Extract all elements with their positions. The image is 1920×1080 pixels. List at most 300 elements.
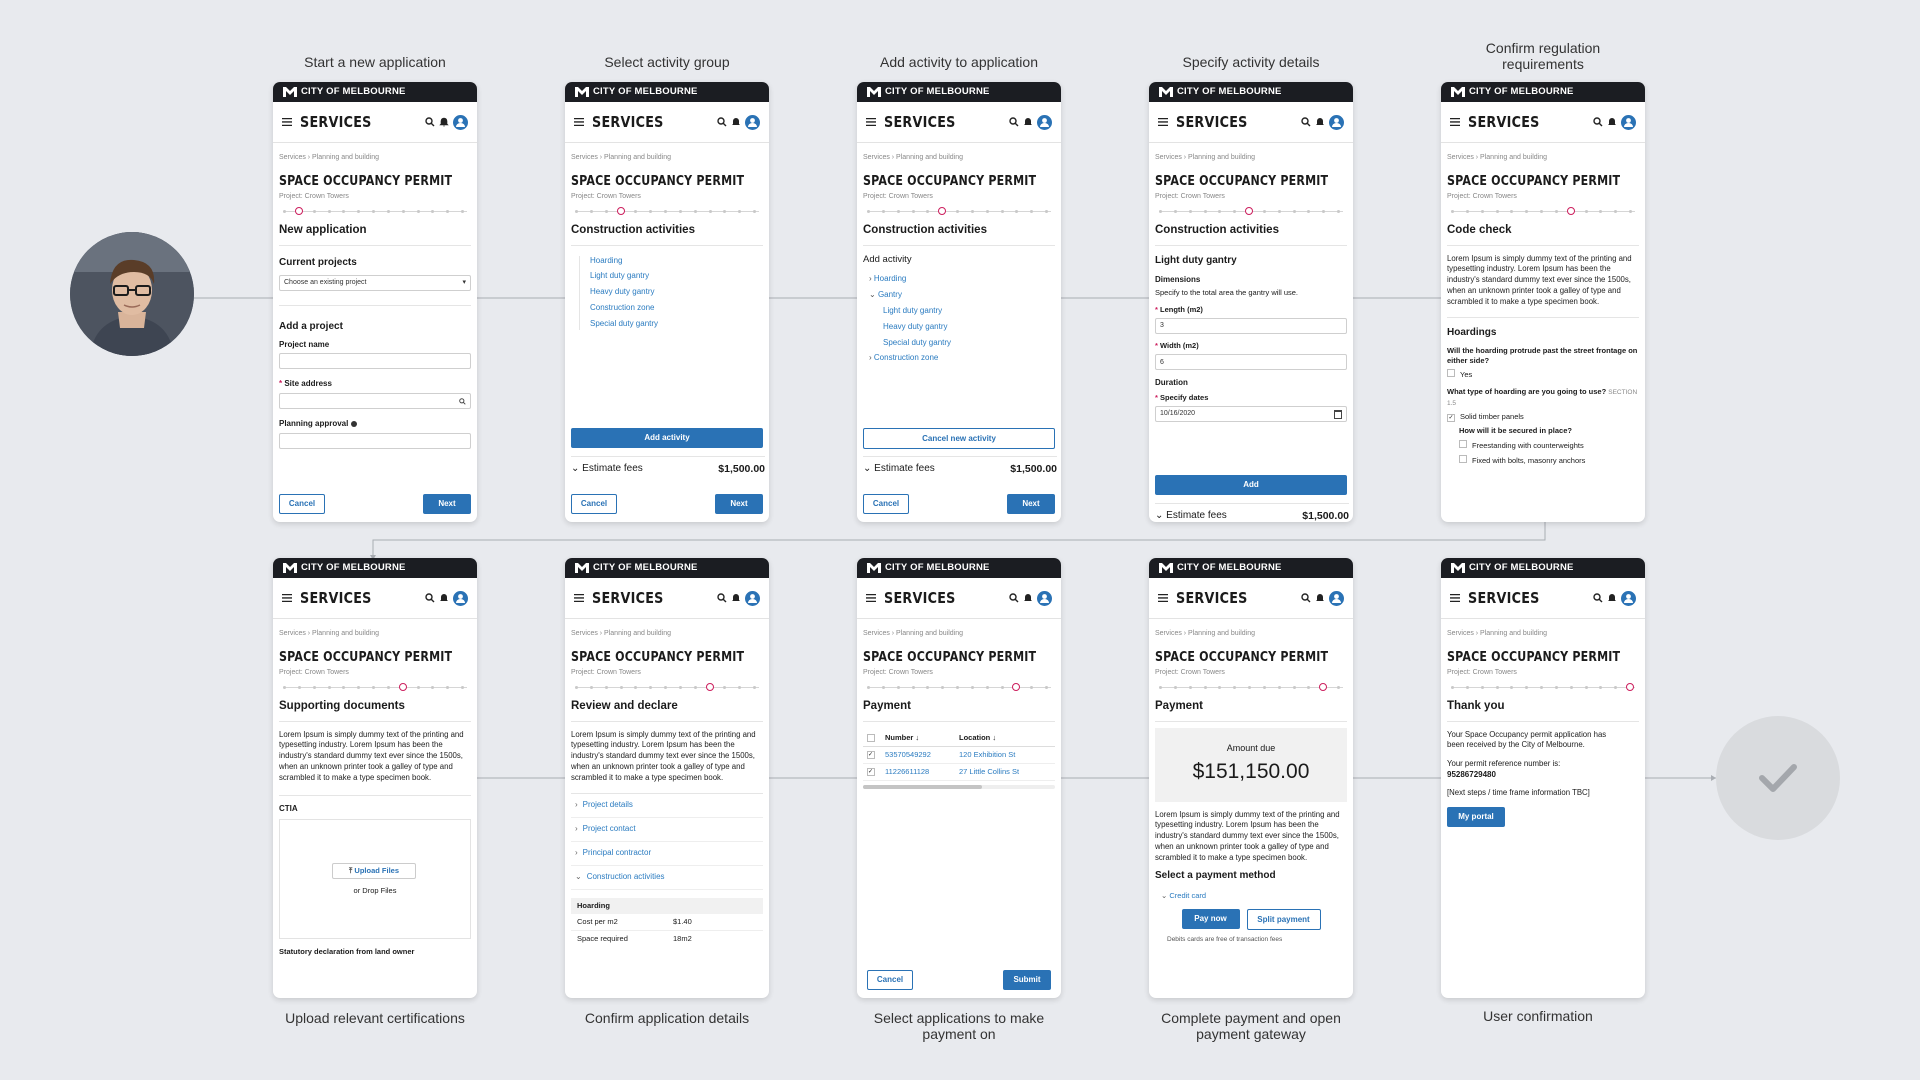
progress-step xyxy=(283,686,286,689)
progress-step xyxy=(1496,686,1499,689)
accordion-project-details[interactable] xyxy=(571,794,763,818)
caption-specify-details: Specify activity details xyxy=(1182,54,1320,70)
project-subtitle: Project: Crown Towers xyxy=(1447,668,1517,676)
progress-stepper xyxy=(573,683,761,693)
progress-step xyxy=(723,686,726,689)
accordion-label: Project details xyxy=(582,800,633,810)
progress-step-current xyxy=(1626,683,1634,691)
activity-option[interactable]: Light duty gantry xyxy=(590,271,650,281)
dropdown-caret-icon: ▾ xyxy=(462,279,466,287)
progress-step xyxy=(867,686,870,689)
tree-subitem[interactable]: Special duty gantry xyxy=(883,337,952,347)
search-icon[interactable] xyxy=(717,593,727,603)
activity-option[interactable]: Hoarding xyxy=(590,255,623,265)
melbourne-logo-icon xyxy=(575,87,589,97)
progress-step xyxy=(1030,686,1033,689)
city-header xyxy=(857,82,1061,102)
progress-step xyxy=(1293,210,1296,213)
menu-icon[interactable] xyxy=(1450,594,1460,602)
accordion-principal-contractor[interactable] xyxy=(571,842,763,866)
progress-step xyxy=(1278,686,1281,689)
length-label: * Length (m2) xyxy=(1155,305,1203,315)
length-input[interactable]: 3 xyxy=(1155,318,1347,334)
permit-location[interactable]: 120 Exhibition St xyxy=(959,749,1016,759)
my-portal-button[interactable]: My portal xyxy=(1447,807,1505,827)
progress-step-current xyxy=(295,207,303,215)
progress-step xyxy=(446,686,449,689)
app-title: SERVICES xyxy=(1468,588,1540,607)
project-subtitle: Project: Crown Towers xyxy=(571,668,641,676)
user-profile-icon[interactable] xyxy=(1037,591,1052,606)
horizontal-scrollbar[interactable] xyxy=(863,785,1055,789)
chevron-right-icon: › xyxy=(869,353,874,363)
amount-due-card xyxy=(1155,728,1347,802)
progress-step-current xyxy=(938,207,946,215)
progress-step xyxy=(1030,210,1033,213)
next-steps-text: [Next steps / time frame information TBC] xyxy=(1447,788,1590,798)
user-profile-icon[interactable] xyxy=(453,115,468,130)
caption-complete-payment xyxy=(1121,1010,1381,1042)
drop-files-hint: or Drop Files xyxy=(353,886,397,896)
submit-button[interactable]: Submit xyxy=(1003,970,1051,990)
search-icon[interactable] xyxy=(1301,117,1311,127)
reference-label: Your permit reference number is: xyxy=(1447,759,1561,769)
city-label: CITY OF MELBOURNE xyxy=(885,561,990,573)
estimate-value: $1,500.00 xyxy=(718,463,765,475)
progress-step xyxy=(679,686,682,689)
progress-step xyxy=(867,210,870,213)
accordion-label: Principal contractor xyxy=(582,847,652,857)
progress-step xyxy=(575,210,578,213)
progress-step xyxy=(431,210,434,213)
site-address-input[interactable] xyxy=(279,393,471,409)
progress-step-current xyxy=(1245,207,1253,215)
caption-confirm-regulation-text: Confirm regulation requirements xyxy=(1485,40,1601,72)
width-label: * Width (m2) xyxy=(1155,341,1199,351)
progress-step xyxy=(1307,686,1310,689)
accordion-project-contact[interactable] xyxy=(571,818,763,842)
progress-step xyxy=(372,210,375,213)
progress-step xyxy=(738,210,741,213)
progress-step xyxy=(738,686,741,689)
cancel-button[interactable]: Cancel xyxy=(571,494,617,514)
bell-icon[interactable] xyxy=(1315,593,1325,603)
progress-step xyxy=(1614,686,1617,689)
city-header xyxy=(857,558,1061,578)
progress-step xyxy=(1045,686,1048,689)
progress-step xyxy=(1525,210,1528,213)
next-button[interactable]: Next xyxy=(1007,494,1055,514)
app-title: SERVICES xyxy=(884,588,956,607)
estimate-fees-row[interactable] xyxy=(863,456,1057,476)
activity-option[interactable]: Construction zone xyxy=(590,303,655,312)
caption-upload-certifications: Upload relevant certifications xyxy=(285,1010,465,1026)
progress-step xyxy=(1525,686,1528,689)
breadcrumb[interactable]: Services › Planning and building xyxy=(863,154,964,161)
progress-step xyxy=(1322,210,1325,213)
project-name-input[interactable] xyxy=(279,353,471,369)
activity-tree xyxy=(863,274,1055,364)
section-title: Construction activities xyxy=(1155,223,1347,246)
user-profile-icon[interactable] xyxy=(1621,591,1636,606)
app-title: SERVICES xyxy=(592,112,664,131)
hoardings-heading: Hoardings xyxy=(1447,317,1639,340)
menu-icon[interactable] xyxy=(1450,118,1460,126)
tree-item-label: Construction zone xyxy=(873,353,939,363)
user-profile-icon[interactable] xyxy=(1329,115,1344,130)
checkbox-checked[interactable]: ✓ xyxy=(868,768,874,775)
existing-project-select[interactable] xyxy=(279,275,471,291)
option-freestanding[interactable] xyxy=(1459,440,1639,451)
screen-code-check xyxy=(1441,82,1645,522)
activity-option[interactable]: Special duty gantry xyxy=(590,318,659,328)
breadcrumb[interactable]: Services › Planning and building xyxy=(571,630,672,637)
add-button[interactable]: Add xyxy=(1155,475,1347,495)
caption-confirm-regulation xyxy=(1413,40,1673,72)
progress-step xyxy=(912,686,915,689)
city-label: CITY OF MELBOURNE xyxy=(593,85,698,97)
page-title: SPACE OCCUPANCY PERMIT xyxy=(863,649,1037,666)
payment-method-heading: Select a payment method xyxy=(1155,870,1276,882)
accordion-construction-activities[interactable] xyxy=(571,866,763,890)
bell-icon[interactable] xyxy=(731,593,741,603)
activity-group-list xyxy=(579,256,763,330)
menu-icon[interactable] xyxy=(574,118,584,126)
section-reference[interactable]: SECTION 1.5 xyxy=(1447,389,1638,407)
checkbox[interactable] xyxy=(1459,440,1467,448)
melbourne-logo-icon xyxy=(867,87,881,97)
option-fixed-bolts[interactable] xyxy=(1459,455,1639,466)
user-profile-icon[interactable] xyxy=(745,591,760,606)
table-header xyxy=(863,730,1055,747)
checkbox[interactable] xyxy=(1459,455,1467,463)
breadcrumb[interactable]: Services › Planning and building xyxy=(1447,630,1548,637)
bell-icon[interactable] xyxy=(439,117,449,127)
section-title: New application xyxy=(279,223,471,246)
next-button[interactable]: Next xyxy=(423,494,471,514)
progress-step xyxy=(1278,210,1281,213)
app-title: SERVICES xyxy=(884,112,956,131)
melbourne-logo-icon xyxy=(1451,563,1465,573)
app-bar xyxy=(1441,102,1645,143)
menu-icon[interactable] xyxy=(1158,118,1168,126)
progress-step xyxy=(1466,686,1469,689)
progress-step-current xyxy=(399,683,407,691)
app-title: SERVICES xyxy=(1468,112,1540,131)
table-row[interactable] xyxy=(863,764,1055,781)
planning-approval-label xyxy=(279,419,471,430)
progress-step-current xyxy=(617,207,625,215)
menu-icon[interactable] xyxy=(866,594,876,602)
reference-number: 95286729480 xyxy=(1447,769,1496,779)
progress-step xyxy=(387,210,390,213)
bell-icon[interactable] xyxy=(731,117,741,127)
section-title: Payment xyxy=(863,699,1055,722)
progress-step xyxy=(605,686,608,689)
bell-icon[interactable] xyxy=(1607,593,1617,603)
breadcrumb[interactable]: Services › Planning and building xyxy=(571,154,672,161)
progress-step xyxy=(1614,210,1617,213)
option-label: Solid timber panels xyxy=(1460,411,1524,421)
menu-icon[interactable] xyxy=(866,118,876,126)
progress-step xyxy=(342,210,345,213)
breadcrumb[interactable]: Services › Planning and building xyxy=(279,154,380,161)
user-profile-icon[interactable] xyxy=(1621,115,1636,130)
page-title: SPACE OCCUPANCY PERMIT xyxy=(279,173,453,190)
progress-step xyxy=(1599,210,1602,213)
dates-label: * Specify dates xyxy=(1155,393,1209,403)
credit-card-label: Credit card xyxy=(1169,890,1207,900)
add-activity-heading: Add activity xyxy=(863,253,912,265)
melbourne-logo-icon xyxy=(283,87,297,97)
tree-item-hoarding[interactable] xyxy=(869,274,1055,285)
estimate-fees-row[interactable] xyxy=(1155,503,1349,522)
progress-step xyxy=(1159,210,1162,213)
city-header xyxy=(565,82,769,102)
breadcrumb[interactable]: Services › Planning and building xyxy=(1447,154,1548,161)
next-button[interactable]: Next xyxy=(715,494,763,514)
project-subtitle: Project: Crown Towers xyxy=(571,192,641,200)
progress-step xyxy=(1585,686,1588,689)
search-icon[interactable] xyxy=(425,593,435,603)
site-address-label: * Site address xyxy=(279,379,332,389)
length-label-text: Length (m2) xyxy=(1160,305,1203,315)
upload-label: Upload Files xyxy=(354,866,399,876)
select-placeholder: Choose an existing project xyxy=(284,279,367,287)
option-solid-timber[interactable] xyxy=(1447,412,1639,422)
table-row[interactable] xyxy=(863,747,1055,764)
completion-check-circle xyxy=(1716,716,1840,840)
option-yes[interactable] xyxy=(1447,369,1639,380)
caption-user-confirmation: User confirmation xyxy=(1483,1008,1593,1024)
progress-step xyxy=(1001,210,1004,213)
file-dropzone[interactable] xyxy=(279,819,471,939)
option-label: Freestanding with counterweights xyxy=(1472,441,1584,451)
progress-step xyxy=(634,686,637,689)
user-avatar xyxy=(70,232,194,356)
user-profile-icon[interactable] xyxy=(745,115,760,130)
cancel-button[interactable]: Cancel xyxy=(863,494,909,514)
screen-select-payments xyxy=(857,558,1061,998)
progress-step xyxy=(1293,686,1296,689)
progress-stepper xyxy=(281,207,469,217)
dates-input[interactable] xyxy=(1155,406,1347,422)
menu-icon[interactable] xyxy=(1158,594,1168,602)
melbourne-logo-icon xyxy=(1159,87,1173,97)
confirmation-message: Your Space Occupancy permit application has been received by the City of Melbourne. xyxy=(1447,729,1607,750)
search-icon[interactable] xyxy=(425,117,435,127)
progress-step xyxy=(941,686,944,689)
progress-step xyxy=(461,686,464,689)
estimate-value: $1,500.00 xyxy=(1302,510,1349,522)
city-label: CITY OF MELBOURNE xyxy=(301,85,406,97)
payment-table xyxy=(863,730,1055,789)
app-title: SERVICES xyxy=(1176,588,1248,607)
project-subtitle: Project: Crown Towers xyxy=(863,668,933,676)
search-icon[interactable] xyxy=(1009,593,1019,603)
search-icon[interactable] xyxy=(1593,593,1603,603)
amount-due-label: Amount due xyxy=(1226,742,1276,753)
progress-step xyxy=(620,686,623,689)
duration-heading: Duration xyxy=(1155,378,1188,388)
search-icon[interactable] xyxy=(717,117,727,127)
permit-location[interactable]: 27 Little Collins St xyxy=(959,766,1020,776)
cancel-button[interactable]: Cancel xyxy=(279,494,325,514)
caption-add-activity: Add activity to application xyxy=(880,54,1038,70)
tree-subitem[interactable]: Heavy duty gantry xyxy=(883,321,948,331)
progress-stepper xyxy=(281,683,469,693)
screen-payment-gateway xyxy=(1149,558,1353,998)
progress-step xyxy=(912,210,915,213)
width-input[interactable]: 6 xyxy=(1155,354,1347,370)
screen-review-declare xyxy=(565,558,769,998)
app-title: SERVICES xyxy=(592,588,664,607)
progress-step xyxy=(694,686,697,689)
chevron-down-icon: ⌄ xyxy=(863,463,875,474)
breadcrumb[interactable]: Services › Planning and building xyxy=(279,630,380,637)
progress-step xyxy=(417,210,420,213)
progress-step xyxy=(956,686,959,689)
progress-step xyxy=(1248,686,1251,689)
bell-icon[interactable] xyxy=(1023,593,1033,603)
progress-step xyxy=(664,686,667,689)
breadcrumb[interactable]: Services › Planning and building xyxy=(863,630,964,637)
cancel-new-activity-button[interactable]: Cancel new activity xyxy=(863,428,1055,449)
progress-step xyxy=(986,210,989,213)
progress-step xyxy=(1307,210,1310,213)
user-profile-icon[interactable] xyxy=(453,591,468,606)
melbourne-logo-icon xyxy=(1451,87,1465,97)
checkbox-checked[interactable]: ✓ xyxy=(868,751,874,758)
cancel-button[interactable]: Cancel xyxy=(867,970,913,990)
progress-step xyxy=(1233,686,1236,689)
progress-step xyxy=(1218,210,1221,213)
city-header xyxy=(273,558,477,578)
planning-approval-input[interactable] xyxy=(279,433,471,449)
statutory-declaration-label: Statutory declaration from land owner xyxy=(279,947,415,957)
review-description: Lorem Ipsum is simply dummy text of the printing and typesetting industry. Lorem Ipsum has been the industry's standard dummy text ever since the 1500s, when an unknown printer took a galley of type and scrambled it to make a type specimen book. xyxy=(571,729,756,782)
user-profile-icon[interactable] xyxy=(1329,591,1344,606)
checkbox[interactable] xyxy=(1447,369,1455,377)
calendar-icon[interactable] xyxy=(1334,410,1342,419)
progress-step xyxy=(1481,210,1484,213)
section-title: Review and declare xyxy=(571,699,763,722)
search-icon[interactable] xyxy=(1009,117,1019,127)
select-all-checkbox[interactable] xyxy=(867,734,875,742)
payment-description: Lorem Ipsum is simply dummy text of the printing and typesetting industry. Lorem Ipsum has been the industry's standard dummy text ever since the 1500s, when an unknown printer took a galley of type and scrambled it to make a type specimen book. xyxy=(1155,809,1340,862)
credit-card-option[interactable] xyxy=(1155,891,1347,901)
caption-complete-payment-text: Complete payment and open payment gateway xyxy=(1161,1010,1341,1042)
menu-icon[interactable] xyxy=(282,118,292,126)
page-title: SPACE OCCUPANCY PERMIT xyxy=(863,173,1037,190)
scrollbar-thumb[interactable] xyxy=(863,785,982,789)
project-subtitle: Project: Crown Towers xyxy=(863,192,933,200)
progress-step xyxy=(313,686,316,689)
site-address-label-text: Site address xyxy=(284,379,332,389)
progress-step xyxy=(328,210,331,213)
activity-option[interactable]: Heavy duty gantry xyxy=(590,287,655,297)
chevron-down-icon: ⌄ xyxy=(571,463,583,474)
progress-step xyxy=(357,210,360,213)
user-profile-icon[interactable] xyxy=(1037,115,1052,130)
menu-icon[interactable] xyxy=(574,594,584,602)
permit-number[interactable]: 53570549292 xyxy=(885,749,931,759)
info-icon[interactable] xyxy=(351,421,357,427)
caption-select-payments-text: Select applications to make payment on xyxy=(873,1010,1045,1042)
dates-value: 10/16/2020 xyxy=(1160,410,1196,418)
split-payment-button[interactable]: Split payment xyxy=(1247,909,1321,930)
progress-step xyxy=(926,686,929,689)
progress-step xyxy=(283,210,286,213)
menu-icon[interactable] xyxy=(282,594,292,602)
section-title: Thank you xyxy=(1447,699,1639,722)
progress-step xyxy=(694,210,697,213)
bell-icon[interactable] xyxy=(1607,117,1617,127)
tree-item-gantry[interactable] xyxy=(869,290,1055,301)
app-bar xyxy=(857,102,1061,143)
table-row xyxy=(571,914,763,931)
section-title: Construction activities xyxy=(863,223,1055,246)
column-location[interactable]: Location ↓ xyxy=(959,732,997,742)
page-title: SPACE OCCUPANCY PERMIT xyxy=(1447,649,1621,666)
project-subtitle: Project: Crown Towers xyxy=(1447,192,1517,200)
bell-icon[interactable] xyxy=(1315,117,1325,127)
page-title: SPACE OCCUPANCY PERMIT xyxy=(571,173,745,190)
upload-files-button[interactable] xyxy=(332,863,416,879)
estimate-fees-row[interactable] xyxy=(571,456,765,476)
city-label: CITY OF MELBOURNE xyxy=(1177,85,1282,97)
column-number[interactable]: Number ↓ xyxy=(885,732,920,742)
app-bar xyxy=(1149,578,1353,619)
checkbox-checked[interactable]: ✓ xyxy=(1448,414,1454,421)
progress-step xyxy=(971,210,974,213)
melbourne-logo-icon xyxy=(1159,563,1173,573)
progress-step xyxy=(1204,210,1207,213)
breadcrumb[interactable]: Services › Planning and building xyxy=(1155,154,1256,161)
progress-step xyxy=(1481,686,1484,689)
progress-stepper xyxy=(1449,207,1637,217)
progress-step xyxy=(1466,210,1469,213)
progress-step xyxy=(986,686,989,689)
breadcrumb[interactable]: Services › Planning and building xyxy=(1155,630,1256,637)
planning-approval-label-text: Planning approval xyxy=(279,419,349,429)
progress-stepper xyxy=(865,683,1053,693)
search-icon[interactable] xyxy=(1301,593,1311,603)
add-activity-button[interactable]: Add activity xyxy=(571,428,763,448)
pay-now-button[interactable]: Pay now xyxy=(1182,909,1240,929)
tree-subitem[interactable]: Light duty gantry xyxy=(883,306,943,316)
melbourne-logo-icon xyxy=(575,563,589,573)
progress-step xyxy=(1263,210,1266,213)
progress-step xyxy=(1510,210,1513,213)
progress-step xyxy=(431,686,434,689)
project-subtitle: Project: Crown Towers xyxy=(279,192,349,200)
city-label: CITY OF MELBOURNE xyxy=(1177,561,1282,573)
section-title: Supporting documents xyxy=(279,699,471,722)
bell-icon[interactable] xyxy=(1023,117,1033,127)
debit-card-footnote: Debits cards are free of transaction fees xyxy=(1167,935,1283,943)
progress-step xyxy=(897,686,900,689)
bell-icon[interactable] xyxy=(439,593,449,603)
permit-number[interactable]: 11226611128 xyxy=(885,766,930,776)
table-cell-key: Space required xyxy=(577,933,628,943)
app-bar xyxy=(565,102,769,143)
progress-step xyxy=(723,210,726,213)
tree-item-construction-zone[interactable] xyxy=(869,353,1055,364)
chevron-right-icon: › xyxy=(575,800,578,810)
search-icon[interactable] xyxy=(1593,117,1603,127)
option-label: Fixed with bolts, masonry anchors xyxy=(1472,456,1586,466)
